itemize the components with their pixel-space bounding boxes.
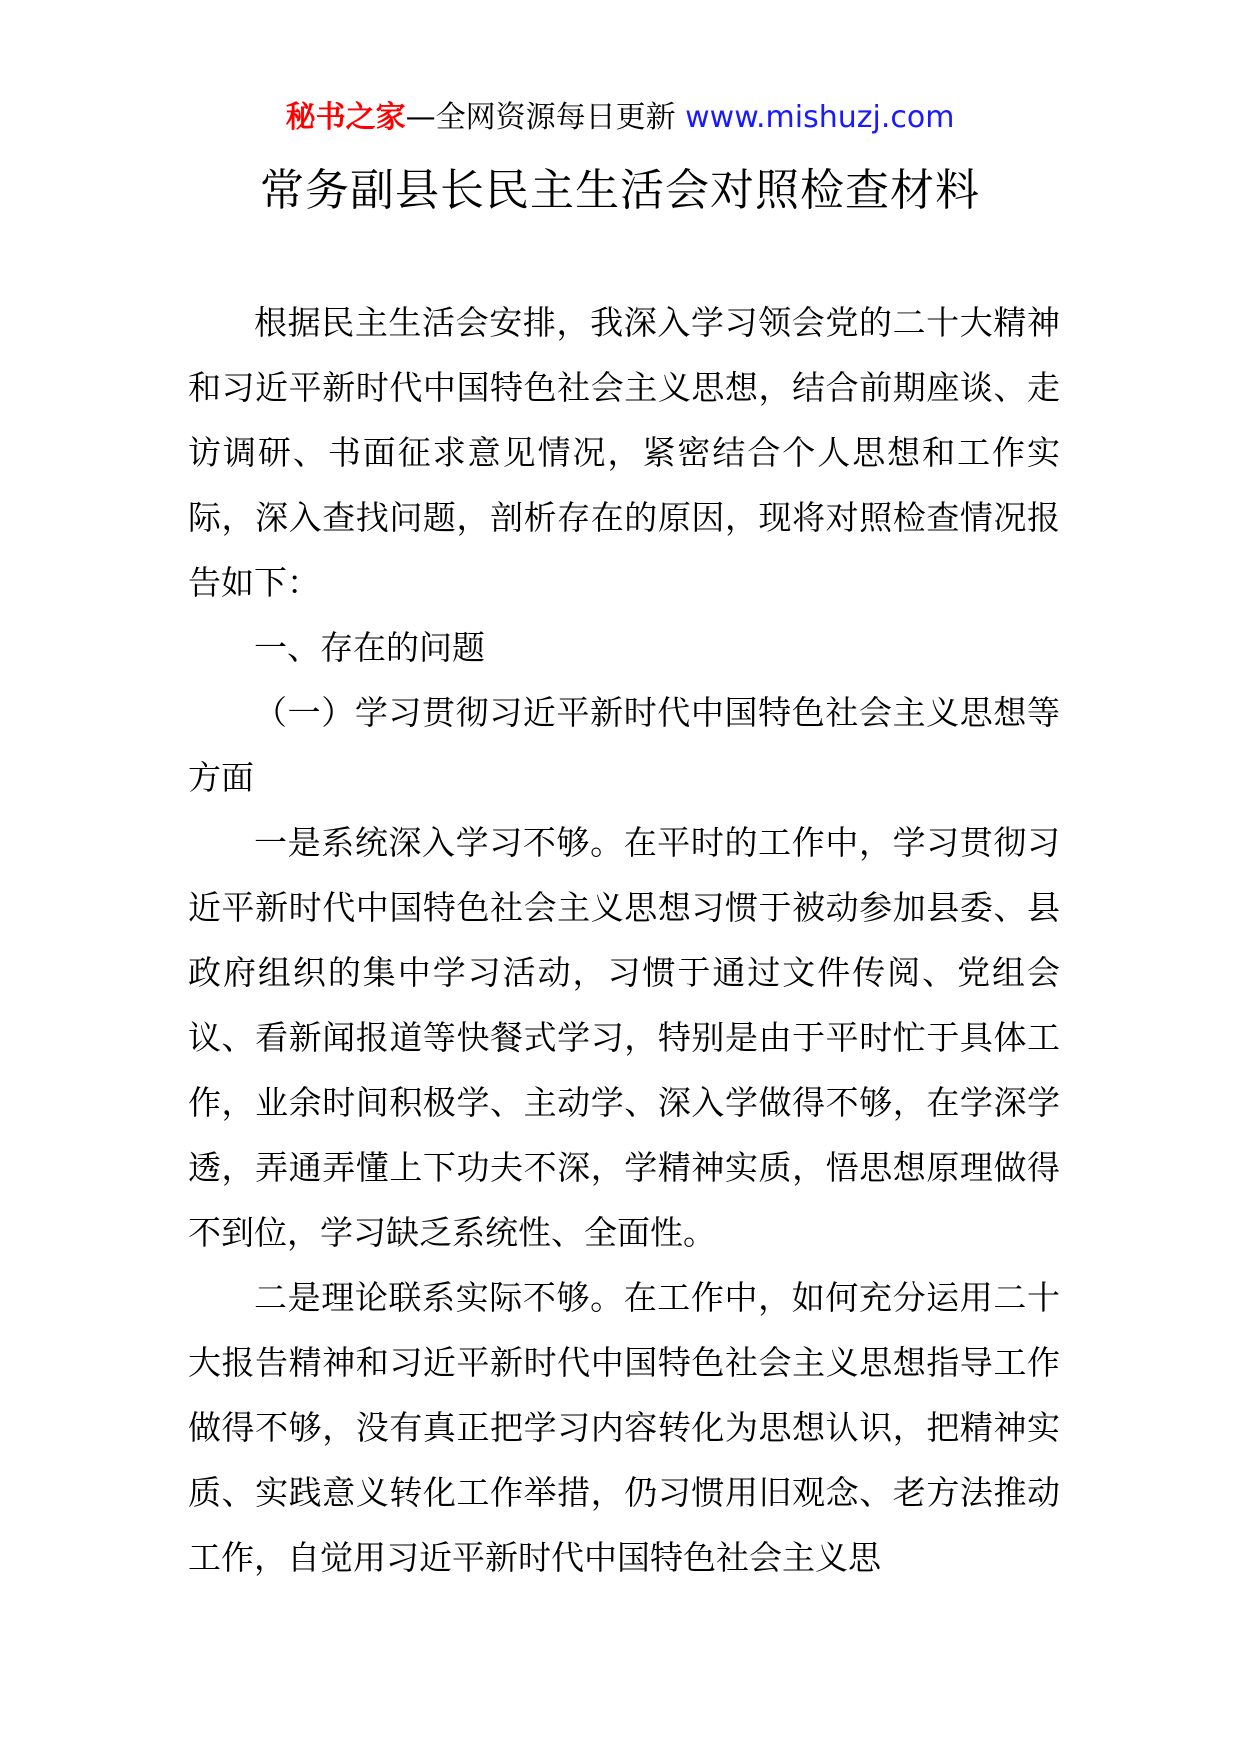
document-title: 常务副县长民主生活会对照检查材料	[260, 165, 980, 216]
brand-name: 秘书之家	[285, 100, 406, 135]
paragraph-point-2: 二是理论联系实际不够。在工作中，如何充分运用二十大报告精神和习近平新时代中国特色社会主义思想指导工作做得不够，没有真正把学习内容转化为思想认识，把精神实质、实践意义转化工作举措，仍习惯用旧观念、老方法推动工作，自觉用习近平新时代中国特色社会主义思	[188, 1278, 1060, 1577]
header-slogan: —全网资源每日更新	[405, 100, 676, 135]
section-heading: 一、存在的问题	[254, 628, 485, 667]
site-header	[0, 98, 1240, 138]
paragraph-point-1: 一是系统深入学习不够。在平时的工作中，学习贯彻习近平新时代中国特色社会主义思想习惯于被动参加县委、县政府组织的集中学习活动，习惯于通过文件传阅、党组会议、看新闻报道等快餐式学习，特别是由于平时忙于具体工作，业余时间积极学、主动学、深入学做得不够，在学深学透，弄通弄懂上下功夫不深，学精神实质，悟思想原理做得不到位，学习缺乏系统性、全面性。	[188, 823, 1060, 1252]
site-url-link[interactable]: www.mishuzj.com	[685, 100, 955, 135]
subsection-heading: （一）学习贯彻习近平新时代中国特色社会主义思想等方面	[188, 693, 1060, 797]
document-body	[188, 290, 1060, 1590]
paragraph-intro: 根据民主生活会安排，我深入学习领会党的二十大精神和习近平新时代中国特色社会主义思想，结合前期座谈、走访调研、书面征求意见情况，紧密结合个人思想和工作实际，深入查找问题，剖析存在的原因，现将对照检查情况报告如下：	[188, 303, 1060, 602]
